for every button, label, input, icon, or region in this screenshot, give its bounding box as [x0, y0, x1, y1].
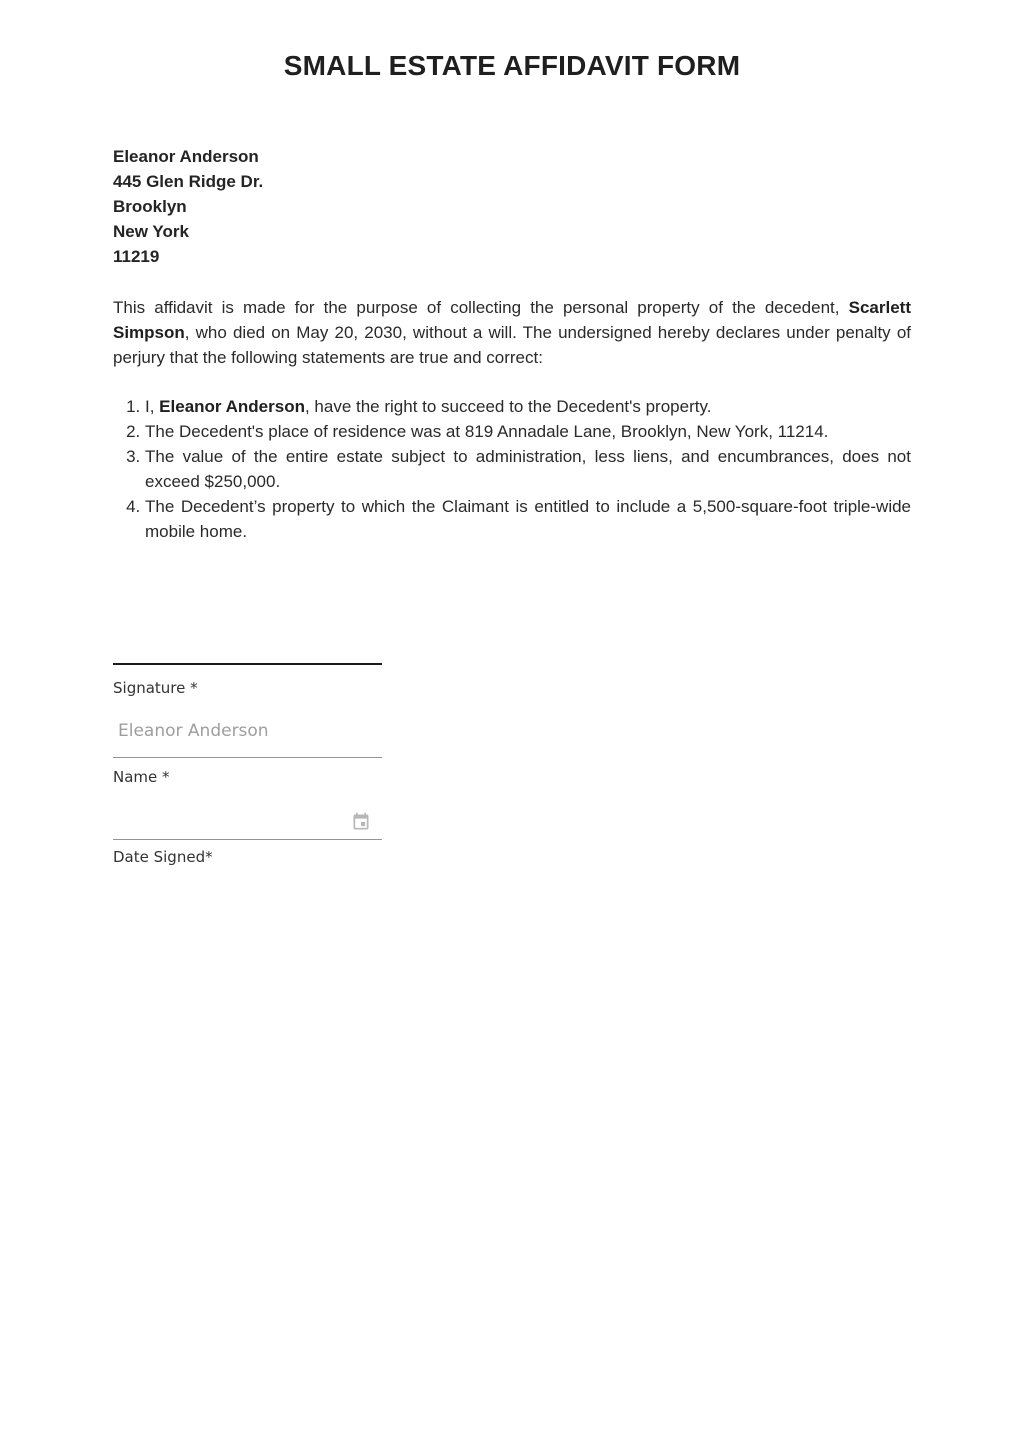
intro-paragraph: [113, 295, 911, 370]
claimant-street: 445 Glen Ridge Dr.: [113, 172, 264, 191]
statement-item-2: 2. The Decedent's place of residence was at 819 Annadale Lane, Brooklyn, New York, 11214.: [145, 419, 911, 444]
signature-label: Signature *: [113, 679, 198, 697]
signature-form: [113, 663, 382, 866]
intro-text-after: , who died on May 20, 2030, without a will. The undersigned hereby declares under penalty of perjury that the following statements are true and correct:: [113, 323, 911, 367]
decedent-name: Scarlett Simpson: [113, 298, 911, 342]
statement-item-4: 4. The Decedent’s property to which the Claimant is entitled to include a 5,500-square-foot triple-wide mobile home.: [145, 494, 911, 544]
claimant-address: [113, 144, 911, 269]
statement-1-suffix: , have the right to succeed to the Decedent's property.: [304, 397, 712, 416]
claimant-name: Eleanor Anderson: [113, 147, 259, 166]
claimant-city: Brooklyn: [113, 197, 187, 216]
signature-name-input[interactable]: [113, 721, 382, 758]
intro-text-before: This affidavit is made for the purpose of collecting the personal property of the decedent,: [113, 298, 849, 317]
date-signed-label: Date Signed*: [113, 848, 213, 866]
date-picker-button[interactable]: [351, 812, 371, 832]
page-title: SMALL ESTATE AFFIDAVIT FORM: [283, 50, 741, 81]
date-signed-input[interactable]: [113, 786, 382, 839]
statement-item-3: 3. The value of the entire estate subject to administration, less liens, and encumbrances, does not exceed $250,000.: [145, 444, 911, 494]
statement-1-prefix: I,: [145, 397, 160, 416]
statements-list: [113, 394, 911, 544]
statement-1-claimant-name: Eleanor Anderson: [159, 397, 305, 416]
name-label: Name *: [113, 768, 170, 786]
signature-line: [113, 663, 382, 665]
document-body: [113, 144, 911, 866]
calendar-icon: [351, 820, 371, 835]
claimant-zip: 11219: [113, 247, 160, 266]
statement-item-1: [145, 394, 911, 419]
claimant-state: New York: [113, 222, 189, 241]
date-signed-field: [113, 786, 382, 840]
